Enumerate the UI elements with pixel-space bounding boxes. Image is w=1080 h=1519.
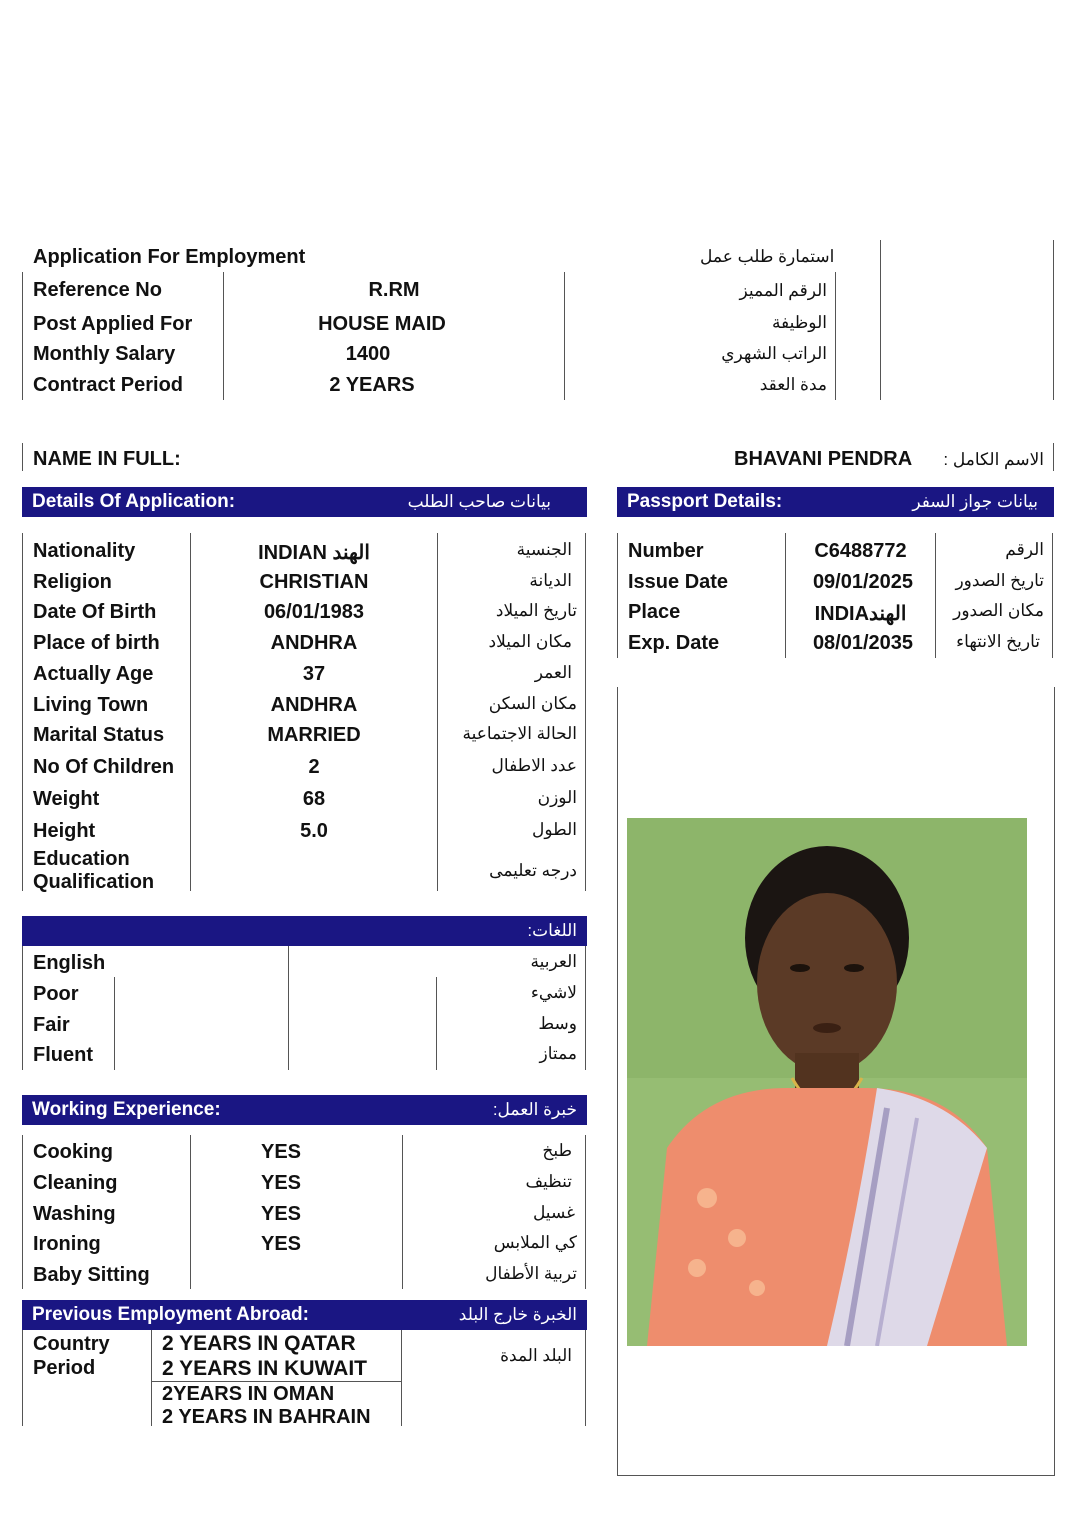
languages-header — [22, 916, 587, 946]
table-row-value: 68 — [302, 788, 326, 810]
application-header — [22, 487, 587, 517]
table-row-label: Nationality — [33, 540, 136, 562]
language-level-ar: وسط — [538, 1014, 577, 1033]
language-level-ar: ممتاز — [539, 1044, 577, 1063]
table-row-value: MARRIED — [267, 724, 361, 746]
table-row-label: Marital Status — [33, 724, 165, 746]
experience-title: Working Experience: — [32, 1099, 221, 1120]
passport-row-label: Number — [628, 540, 704, 562]
skill-label-ar: تنظيف — [525, 1172, 572, 1191]
abroad-label-2: Period — [33, 1357, 96, 1379]
divider — [617, 687, 618, 1475]
table-row-label: Place of birth — [33, 632, 160, 654]
passport-row-label-ar: الرقم — [1005, 540, 1044, 559]
table-row-label: Actually Age — [33, 663, 154, 685]
abroad-entry: 2 YEARS IN QATAR — [162, 1332, 356, 1355]
table-row-label-ar: مكان الميلاد — [488, 632, 572, 651]
skill-value: YES — [260, 1203, 302, 1225]
table-row-label-ar: مكان السكن — [488, 694, 577, 713]
languages-title-ar: اللغات: — [527, 921, 577, 940]
abroad-entry: 2 YEARS IN BAHRAIN — [162, 1406, 371, 1428]
application-title: Details Of Application: — [32, 491, 236, 512]
salary-label: Monthly Salary — [33, 343, 176, 365]
passport-row-label-ar: مكان الصدور — [953, 601, 1044, 620]
divider — [835, 272, 836, 400]
passport-row-label-ar: تاريخ الانتهاء — [956, 632, 1040, 651]
divider — [1053, 240, 1054, 400]
skill-label: Cooking — [33, 1141, 113, 1163]
table-row-value: INDIAN الهند — [258, 542, 370, 564]
language-level-ar: لاشيء — [530, 983, 577, 1002]
divider — [880, 240, 881, 400]
language-level: Fluent — [33, 1044, 93, 1066]
name-label: NAME IN FULL: — [33, 448, 181, 470]
skill-label: Cleaning — [33, 1172, 118, 1194]
post-label-ar: الوظيفة — [771, 313, 827, 332]
table-row-label-ar: عدد الاطفال — [491, 756, 577, 775]
divider — [22, 946, 23, 1070]
table-row-label-ar: العمر — [534, 663, 572, 682]
table-row-label: Religion — [33, 571, 112, 593]
divider — [437, 533, 438, 891]
passport-row-label-ar: تاريخ الصدور — [955, 571, 1044, 590]
name-value: BHAVANI PENDRA — [734, 448, 913, 470]
table-row-label-ar: الطول — [532, 820, 577, 839]
salary-value: 1400 — [345, 343, 391, 365]
applicant-photo — [627, 818, 1027, 1346]
divider — [151, 1381, 401, 1382]
reference-value: R.RM — [368, 279, 420, 301]
table-row-label-ar: الحالة الاجتماعية — [462, 724, 577, 743]
passport-row-value: 09/01/2025 — [812, 571, 914, 593]
experience-header — [22, 1095, 587, 1125]
divider — [22, 1330, 23, 1426]
passport-row-label: Exp. Date — [628, 632, 720, 654]
education-label-1: Education — [33, 848, 130, 870]
divider — [585, 1135, 586, 1289]
reference-label-ar: الرقم المميز — [739, 281, 827, 300]
table-row-value: ANDHRA — [270, 694, 358, 716]
passport-title: Passport Details: — [627, 491, 783, 512]
passport-title-ar: بيانات جواز السفر — [912, 492, 1038, 511]
skill-value: YES — [260, 1233, 302, 1255]
divider — [585, 946, 586, 1070]
language-level: Fair — [33, 1014, 70, 1036]
experience-title-ar: خبرة العمل: — [492, 1100, 577, 1119]
table-row-value: 06/01/1983 — [263, 601, 365, 623]
divider — [1053, 443, 1054, 471]
divider — [22, 443, 23, 471]
skill-value: YES — [260, 1172, 302, 1194]
table-row-label-ar: الوزن — [537, 788, 577, 807]
table-row-label: Date Of Birth — [33, 601, 157, 623]
divider — [402, 1135, 403, 1289]
table-row-value: 5.0 — [300, 820, 328, 842]
table-row-value: ANDHRA — [270, 632, 358, 654]
divider — [151, 1330, 152, 1426]
skill-label: Washing — [33, 1203, 116, 1225]
table-row-label: Living Town — [33, 694, 149, 716]
abroad-title-ar: الخبرة خارج البلد — [458, 1305, 577, 1324]
passport-row-value: INDIAالهند — [814, 603, 907, 625]
passport-row-value: 08/01/2035 — [812, 632, 914, 654]
table-row-label-ar: تاريخ الميلاد — [495, 601, 577, 620]
divider — [1054, 687, 1055, 1475]
skill-label-ar: غسيل — [532, 1203, 575, 1222]
name-label-ar: الاسم الكامل : — [943, 450, 1044, 469]
table-row-label: Weight — [33, 788, 100, 810]
skill-value: YES — [260, 1141, 302, 1163]
divider — [1052, 533, 1053, 658]
form-title-en: Application For Employment — [33, 246, 306, 268]
table-row-value: CHRISTIAN — [259, 571, 369, 593]
table-row-value: 2 — [308, 756, 320, 778]
skill-label-ar: تربية الأطفال — [485, 1264, 577, 1283]
abroad-label-1: Country — [33, 1333, 110, 1355]
post-value: HOUSE MAID — [318, 313, 446, 335]
abroad-header — [22, 1300, 587, 1330]
education-label-2: Qualification — [33, 871, 155, 893]
divider — [585, 1330, 586, 1426]
divider — [22, 272, 23, 400]
salary-label-ar: الراتب الشهري — [721, 344, 827, 363]
abroad-entry: 2YEARS IN OMAN — [162, 1383, 335, 1405]
abroad-entry: 2 YEARS IN KUWAIT — [162, 1357, 367, 1380]
passport-row-label: Issue Date — [628, 571, 729, 593]
language-label: English — [33, 952, 106, 974]
divider — [585, 533, 586, 891]
divider — [564, 272, 565, 400]
contract-label-ar: مدة العقد — [759, 375, 827, 394]
skill-label: Baby Sitting — [33, 1264, 150, 1286]
passport-row-value: C6488772 — [814, 540, 907, 562]
table-row-label-ar: الديانة — [529, 571, 572, 590]
abroad-label-ar: البلد المدة — [500, 1346, 572, 1365]
language-label-ar: العربية — [530, 952, 577, 971]
skill-label: Ironing — [33, 1233, 101, 1255]
divider — [617, 533, 618, 658]
skill-label-ar: طبخ — [542, 1141, 572, 1160]
applicant-photo-image — [627, 818, 1027, 1346]
divider — [436, 977, 437, 1070]
divider — [22, 533, 23, 891]
post-label: Post Applied For — [33, 313, 193, 335]
abroad-title: Previous Employment Abroad: — [32, 1304, 309, 1325]
divider — [617, 1475, 1055, 1476]
application-title-ar: بيانات صاحب الطلب — [407, 492, 551, 511]
contract-label: Contract Period — [33, 374, 184, 396]
divider — [114, 977, 115, 1070]
table-row-label: No Of Children — [33, 756, 175, 778]
education-label-ar: درجه تعليمى — [489, 861, 577, 880]
divider — [401, 1330, 402, 1426]
language-level: Poor — [33, 983, 79, 1005]
divider — [22, 1135, 23, 1289]
form-title-ar: استمارة طلب عمل — [700, 247, 835, 266]
table-row-label: Height — [33, 820, 96, 842]
passport-row-label: Place — [628, 601, 681, 623]
divider — [288, 946, 289, 1070]
table-row-value: 37 — [302, 663, 326, 685]
passport-header — [617, 487, 1054, 517]
reference-label: Reference No — [33, 279, 162, 301]
contract-value: 2 YEARS — [329, 374, 415, 396]
skill-label-ar: كي الملابس — [493, 1233, 577, 1252]
table-row-label-ar: الجنسية — [516, 540, 572, 559]
